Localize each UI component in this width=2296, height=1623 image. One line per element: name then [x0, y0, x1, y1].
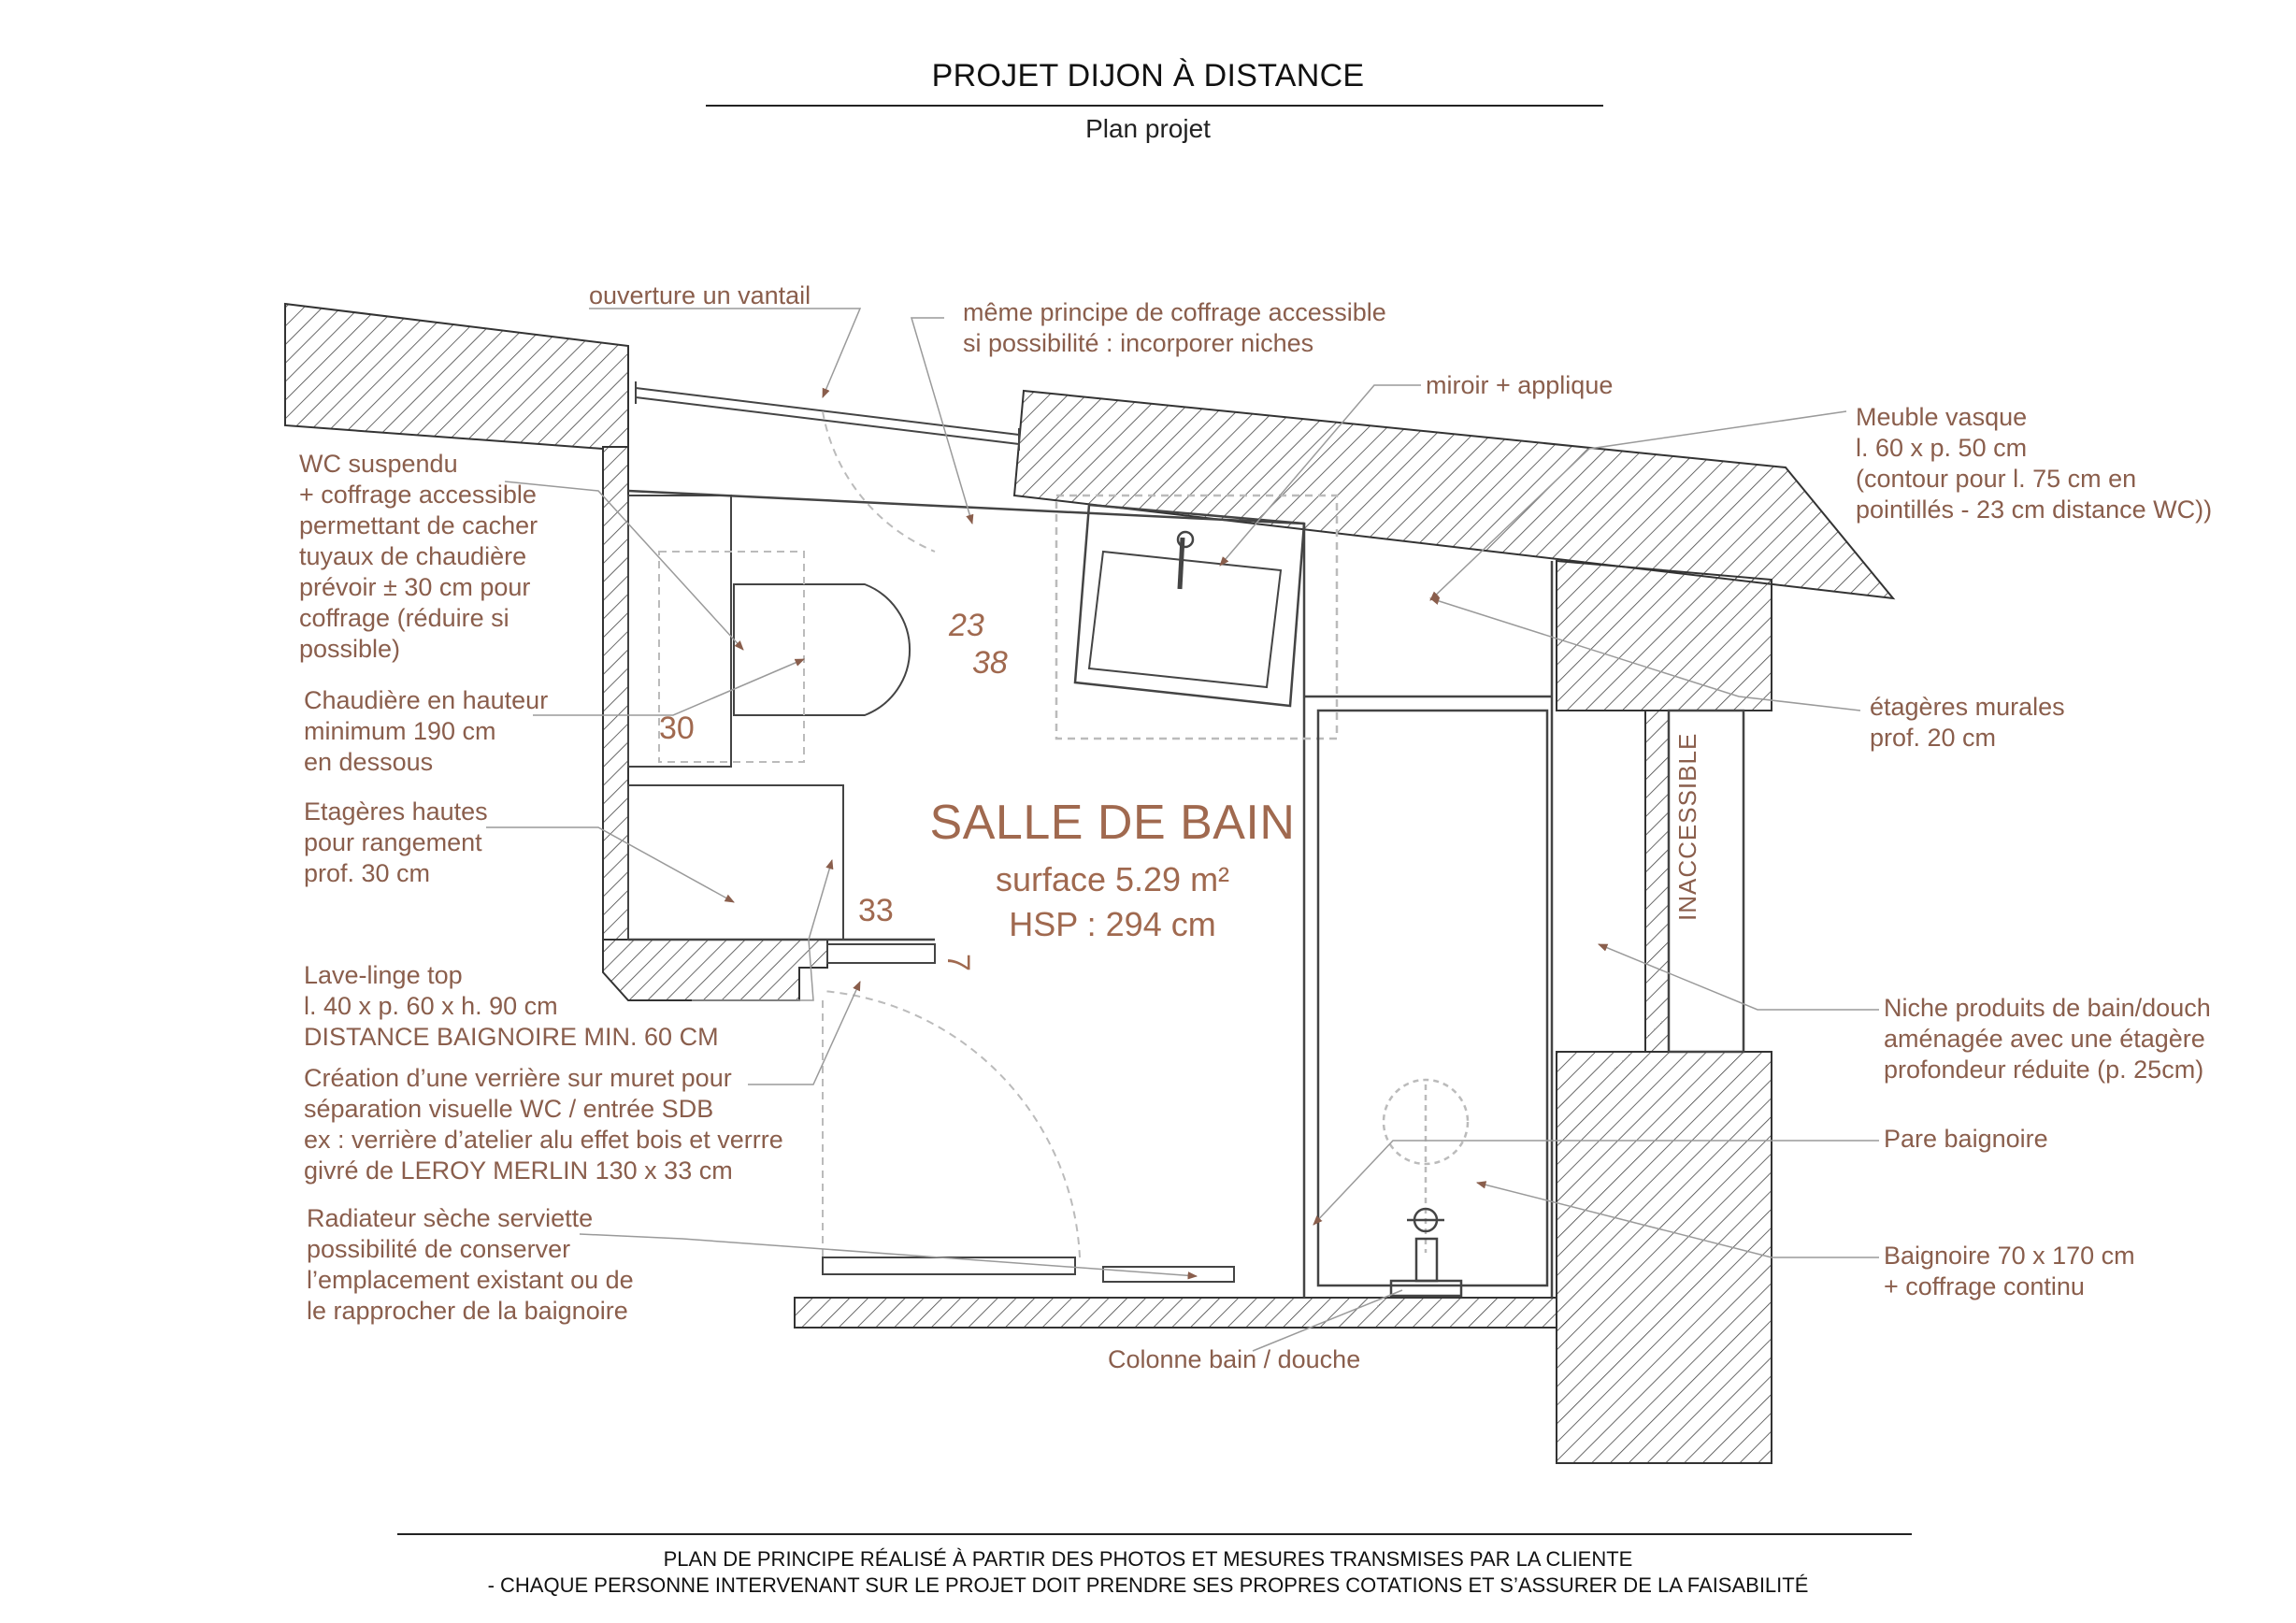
dimension-30: 30 [659, 711, 695, 746]
annotation-shower-column: Colonne bain / douche [1108, 1345, 1361, 1373]
wall-niche-side [1645, 711, 1669, 1052]
page-title: PROJET DIJON À DISTANCE [931, 58, 1365, 93]
footer-disclaimer-line1: PLAN DE PRINCIPE RÉALISÉ À PARTIR DES PHOTOS ET MESURES TRANSMISES PAR LA CLIENTE [663, 1547, 1633, 1571]
annotation-ouverture: ouverture un vantail [589, 281, 811, 309]
footer-disclaimer-line2: - CHAQUE PERSONNE INTERVENANT SUR LE PROJET DOIT PRENDRE SES PROPRES COTATIONS ET S’ASSURER DE LA FAISABILITÉ [487, 1573, 1809, 1597]
annotation-coffrage-principle: même principe de coffrage accessible si possibilité : incorporer niches [963, 298, 1386, 357]
room-hsp: HSP : 294 cm [1009, 905, 1216, 943]
vanity-unit [1056, 496, 1337, 739]
wall-right-lower [1557, 1052, 1772, 1463]
dimension-7: 7 [940, 954, 976, 971]
footer-divider [397, 1533, 1912, 1535]
dimension-38: 38 [972, 645, 1008, 681]
annotation-bathtub: Baignoire 70 x 170 cm + coffrage continu [1884, 1242, 2135, 1300]
annotation-mirror: miroir + applique [1426, 371, 1614, 399]
room-name: SALLE DE BAIN [929, 796, 1296, 850]
wall-right-upper [1557, 561, 1772, 711]
annotation-towel-radiator: Radiateur sèche serviette possibilité de conserver l’emplacement existant ou de le rapprocher de la baignoire [307, 1204, 634, 1325]
dimension-33: 33 [858, 893, 894, 928]
window [636, 381, 1019, 552]
room-surface: surface 5.29 m² [995, 860, 1230, 898]
annotation-glass-partition: Création d’une verrière sur muret pour séparation visuelle WC / entrée SDB ex : verrière d’atelier alu effet bois et verrre givré de LEROY MERLIN 130 x 33 cm [304, 1064, 783, 1185]
wall-top-left [285, 304, 628, 449]
wall-left [603, 447, 628, 940]
annotation-bath-screen: Pare baignoire [1884, 1125, 2048, 1153]
wall-bottom [795, 1298, 1557, 1328]
partition-and-radiator [823, 944, 1234, 1282]
annotation-vanity: Meuble vasque l. 60 x p. 50 cm (contour pour l. 75 cm en pointillés - 23 cm distance WC)) [1856, 403, 2213, 524]
annotation-wc: WC suspendu + coffrage accessible permettant de cacher tuyaux de chaudière prévoir ± 30 cm pour coffrage (réduire si possible) [299, 450, 538, 663]
page-subtitle: Plan projet [1085, 114, 1211, 143]
annotation-boiler: Chaudière en hauteur minimum 190 cm en dessous [304, 686, 549, 776]
annotation-high-shelves: Etagères hautes pour rangement prof. 30 cm [304, 797, 488, 887]
annotation-washing-machine: Lave-linge top l. 40 x p. 60 x h. 90 cm DISTANCE BAIGNOIRE MIN. 60 CM [304, 961, 719, 1051]
bathtub [1318, 711, 1547, 1296]
wall-top-right [1014, 391, 1893, 598]
dimension-23: 23 [949, 608, 984, 643]
annotation-wall-shelves: étagères murales prof. 20 cm [1870, 693, 2065, 752]
inaccessible-label: INACCESSIBLE [1673, 732, 1701, 921]
annotation-niche: Niche produits de bain/douch aménagée avec une étagère profondeur réduite (p. 25cm) [1884, 994, 2211, 1084]
